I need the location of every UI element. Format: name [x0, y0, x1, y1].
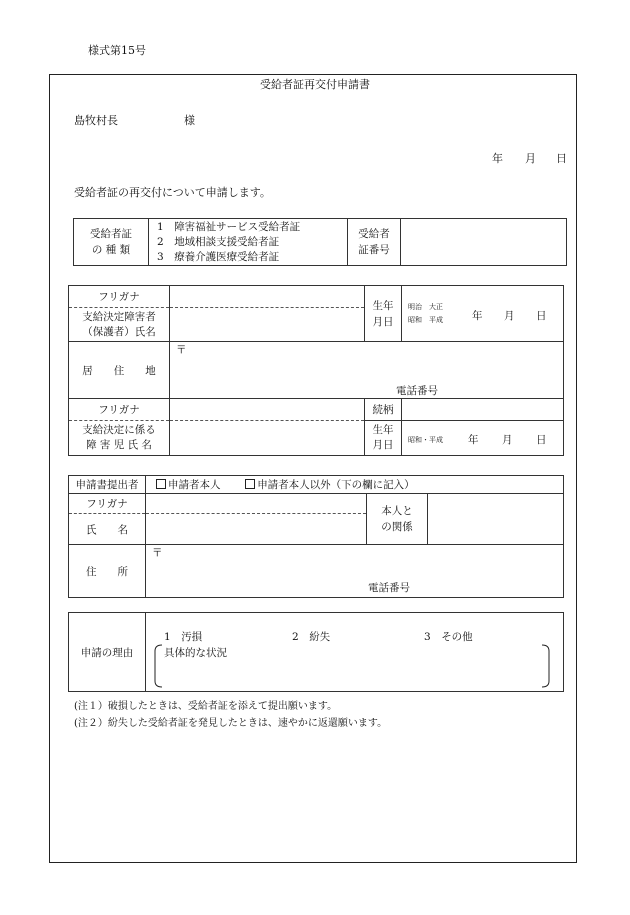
applicant-name-line2: （保護者）氏名 — [82, 325, 156, 338]
child-birth-line1: 生年 — [372, 424, 394, 436]
cert-number-field[interactable] — [401, 219, 567, 266]
applicant-name-line1: 支給決定障害者 — [82, 310, 156, 323]
submitter-self-option[interactable]: 申請者本人 — [156, 479, 221, 491]
cert-type-option-1: 1 障害福祉サービス受給者証 — [157, 220, 301, 233]
cert-type-table — [73, 218, 567, 266]
applicant-furigana-label: フリガナ — [69, 286, 170, 308]
statement: 受給者証の再交付について申請します。 — [74, 186, 271, 199]
cert-type-option-3: 3 療養介護医療受給者証 — [157, 250, 280, 263]
address-postal-mark: 〒 — [176, 344, 187, 356]
addressee-village: 島牧村長 — [74, 114, 118, 127]
submitter-furigana-label: フリガナ — [69, 494, 146, 514]
submitter-phone-label: 電話番号 — [368, 582, 410, 594]
birth-label — [365, 286, 402, 342]
child-birth-era: 昭和・平成 — [408, 436, 443, 444]
birth-era-line1: 明治 大正 — [408, 303, 443, 311]
cert-type-label-line1: 受給者証 — [90, 228, 132, 240]
submitter-relation-line1: 本人と — [381, 505, 413, 517]
form-number: 様式第15号 — [88, 44, 146, 57]
child-name-field[interactable] — [170, 421, 365, 456]
reason-table — [68, 612, 564, 692]
child-furigana-field[interactable] — [170, 399, 365, 421]
cert-type-options — [149, 219, 348, 266]
child-birth-month: 月 — [502, 434, 513, 446]
child-birth-day: 日 — [536, 434, 547, 446]
cert-type-option-2: 2 地域相談支援受給者証 — [157, 235, 280, 248]
date-day: 日 — [556, 152, 567, 165]
child-birth-label — [365, 421, 402, 456]
note-2: (注２）紛失した受給者証を発見したときは、速やかに返還願います。 — [74, 718, 388, 729]
child-birth-year: 年 — [468, 434, 479, 446]
birth-label-line2: 月日 — [372, 315, 394, 328]
submitter-relation-field[interactable] — [428, 494, 564, 545]
submitter-name-label: 氏 名 — [69, 514, 146, 545]
submitter-furigana-field[interactable] — [146, 494, 367, 514]
relation-field[interactable] — [402, 399, 564, 421]
reason-option-2[interactable]: 2 紛失 — [292, 631, 331, 643]
reason-option-3[interactable]: 3 その他 — [424, 631, 473, 643]
reason-option-1[interactable]: 1 汚損 — [164, 631, 203, 643]
birth-era-line2: 昭和 平成 — [408, 316, 443, 324]
detail-label: 具体的な状況 — [164, 647, 227, 659]
cert-type-label — [74, 219, 149, 266]
child-birth-field[interactable] — [402, 421, 564, 456]
submitter-relation-label — [367, 494, 428, 545]
detail-bracket-right — [538, 643, 552, 689]
cert-number-label-line1: 受給者 — [358, 228, 390, 240]
birth-day: 日 — [536, 310, 547, 322]
submitter-postal-mark: 〒 — [152, 547, 163, 559]
submitter-relation-line2: の関係 — [381, 521, 413, 533]
addressee-honorific: 様 — [184, 114, 195, 127]
birth-label-line1: 生年 — [372, 299, 394, 312]
birth-year: 年 — [472, 310, 483, 322]
note-1: (注１）破損したときは、受給者証を添えて提出願います。 — [74, 701, 338, 712]
submitter-address-label: 住 所 — [69, 545, 146, 598]
birth-field[interactable] — [402, 286, 564, 342]
cert-number-label-line2: 証番号 — [358, 244, 390, 256]
applicant-table — [68, 285, 564, 456]
reason-label: 申請の理由 — [69, 613, 146, 692]
address-field[interactable] — [170, 342, 564, 399]
address-label: 居 住 地 — [69, 342, 170, 399]
child-name-line1: 支給決定に係る — [82, 424, 156, 436]
submitter-address-field[interactable] — [146, 545, 564, 598]
cert-number-label — [348, 219, 401, 266]
submitter-name-field[interactable] — [146, 514, 367, 545]
applicant-furigana-field[interactable] — [170, 286, 365, 308]
address-phone-label: 電話番号 — [396, 385, 438, 397]
child-name-label — [69, 421, 170, 456]
applicant-name-field[interactable] — [170, 308, 365, 342]
submitter-other-option[interactable]: 申請者本人以外（下の欄に記入） — [245, 479, 415, 491]
submitter-other-checkbox[interactable] — [245, 479, 255, 489]
birth-month: 月 — [504, 310, 515, 322]
date-month: 月 — [525, 152, 536, 165]
submitter-options — [146, 476, 564, 494]
applicant-name-label — [69, 308, 170, 342]
child-furigana-label: フリガナ — [69, 399, 170, 421]
child-name-line2: 障 害 児 氏 名 — [86, 439, 152, 451]
submitter-self-checkbox[interactable] — [156, 479, 166, 489]
date-year: 年 — [492, 152, 503, 165]
form-title: 受給者証再交付申請書 — [260, 78, 370, 91]
reason-field[interactable] — [146, 613, 564, 692]
submitter-table — [68, 475, 564, 598]
submitter-label: 申請書提出者 — [69, 476, 146, 494]
cert-type-label-line2: の 種 類 — [91, 244, 131, 256]
relation-label: 続柄 — [365, 399, 402, 421]
child-birth-line2: 月日 — [372, 439, 394, 451]
